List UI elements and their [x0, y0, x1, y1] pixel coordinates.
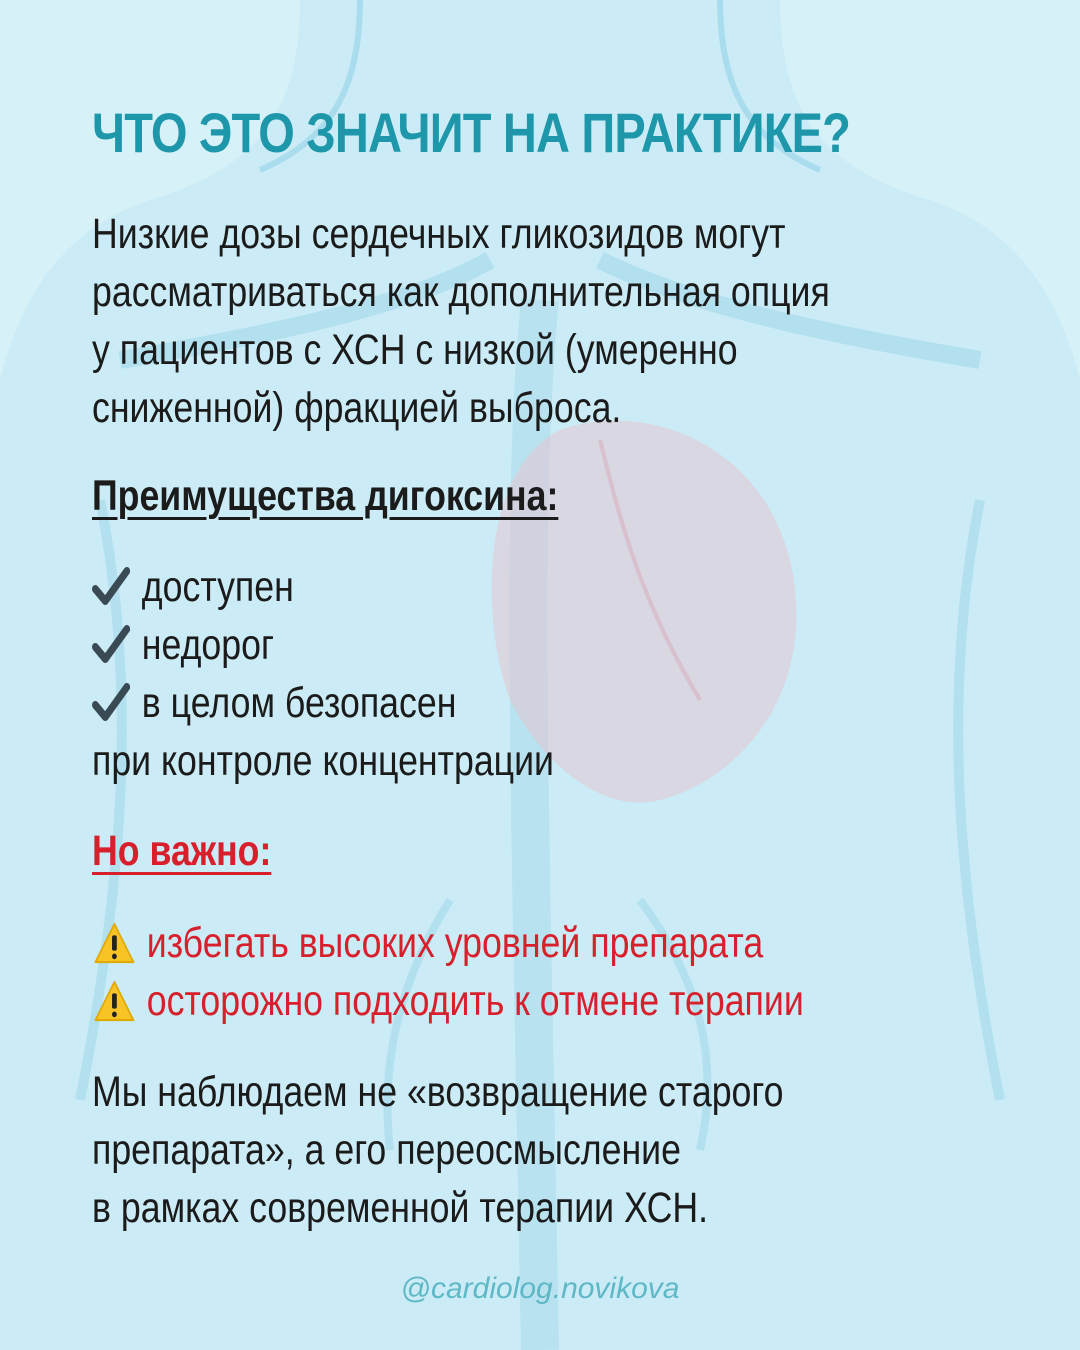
- check-mark-icon: [92, 567, 130, 607]
- list-item: [92, 558, 456, 616]
- list-item: [92, 616, 456, 674]
- intro-line: сниженной) фракцией выброса.: [92, 384, 622, 432]
- advantage-continuation: при контроле концентрации: [92, 737, 554, 785]
- check-mark-icon: [92, 683, 130, 723]
- author-handle: @cardiolog.novikova: [400, 1272, 680, 1305]
- warning-text: избегать высоких уровней препарата: [146, 919, 764, 967]
- conclusion-line: Мы наблюдаем не «возвращение старого: [92, 1068, 784, 1116]
- advantage-text: доступен: [141, 563, 294, 611]
- intro-paragraph: [92, 205, 830, 437]
- warning-icon: [92, 921, 137, 965]
- warnings-list: [92, 914, 804, 1030]
- warnings-heading: Но важно:: [92, 827, 272, 875]
- check-mark-icon: [92, 625, 130, 665]
- conclusion-paragraph: [92, 1063, 783, 1237]
- intro-line: рассматриваться как дополнительная опция: [92, 268, 830, 316]
- page-title: ЧТО ЭТО ЗНАЧИТ НА ПРАКТИКЕ?: [92, 101, 851, 164]
- advantage-text: недорог: [141, 621, 274, 669]
- conclusion-line: в рамках современной терапии ХСН.: [92, 1184, 709, 1232]
- intro-line: Низкие дозы сердечных гликозидов могут: [92, 210, 786, 258]
- list-item: [92, 674, 456, 732]
- list-item: [92, 972, 804, 1030]
- advantage-text: в целом безопасен: [141, 679, 457, 727]
- advantages-heading: Преимущества дигоксина:: [92, 472, 559, 520]
- list-item: [92, 914, 804, 972]
- warning-icon: [92, 979, 137, 1023]
- warning-text: осторожно подходить к отмене терапии: [146, 977, 804, 1025]
- intro-line: у пациентов с ХСН с низкой (умеренно: [92, 326, 738, 374]
- conclusion-line: препарата», а его переосмысление: [92, 1126, 681, 1174]
- advantages-list: [92, 558, 456, 732]
